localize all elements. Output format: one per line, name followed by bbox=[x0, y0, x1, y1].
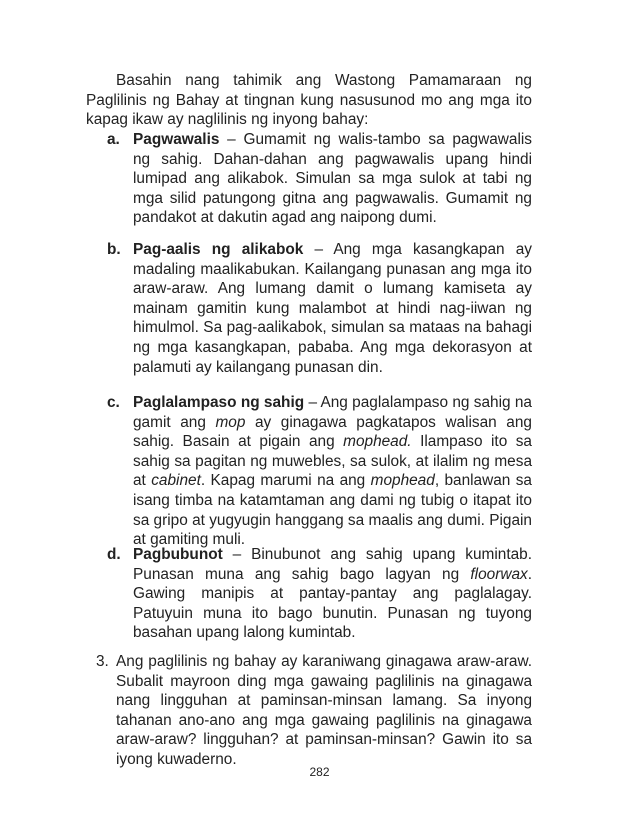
item-italic-term: mophead. bbox=[343, 433, 412, 451]
numbered-item-body: Ang paglilinis ng bahay ay karaniwang ginagawa araw-araw. Subalit mayroon ding mga gawaing paglilinis na ginagawa nang lingguhan at paminsan-minsan lamang. Sa inyong tahanan ano-ano ang mga gawaing paglilinis na ginagawa araw-araw? lingguhan? at paminsan-minsan? Gawin ito sa iyong kuwaderno. bbox=[116, 653, 532, 768]
list-item-b bbox=[107, 240, 532, 377]
item-text: Ilampaso ito sa sahig sa pagitan ng muwebles, sa sulok, at ilalim ng mesa at bbox=[133, 433, 532, 490]
item-title: Pagwawalis bbox=[133, 131, 220, 148]
list-item-body bbox=[133, 545, 532, 643]
page-number: 282 bbox=[309, 765, 330, 779]
item-text: , banlawan sa isang timba na katamtaman ang dami ng tubig o itapat ito sa gripo at yugyugin hanggang sa maalis ang dumi. Pigain at gamiting muli. bbox=[133, 472, 532, 549]
item-text: . Kapag marumi na ang bbox=[200, 472, 371, 490]
item-text: – Binubunot ang sahig upang kumintab. Punasan muna ang sahig bago lagyan ng bbox=[133, 546, 532, 583]
numbered-marker: 3. bbox=[96, 653, 109, 670]
list-item-a bbox=[107, 130, 532, 228]
item-title: Paglalampaso ng sahig bbox=[133, 394, 305, 411]
item-text: – Ang mga kasangkapan ay madaling maalikabukan. Kailangang punasan ang mga ito araw-araw. Ang lumang damit o lumang kamiseta ay mainam gamitin kung malambot at hindi nag-iiwan ng himulmol. Sa pag-aalikabok, simulan sa mataas na bahagi ng mga kasangkapan, pababa. Ang mga dekorasyon at palamuti ay kailangang punasan din. bbox=[133, 241, 532, 376]
list-item-c bbox=[107, 393, 532, 550]
intro-paragraph: Basahin nang tahimik ang Wastong Pamamaraan ng Paglilinis ng Bahay at tingnan kung nasusunod mo ang mga ito kapag ikaw ay naglilinis ng inyong bahay: bbox=[86, 72, 532, 129]
item-text: – Ang paglalampaso ng sahig na gamit ang bbox=[133, 394, 532, 431]
item-title: Pag-aalis ng alikabok bbox=[133, 241, 304, 258]
item-text: – Gumamit ng walis-tambo sa pagwawalis ng sahig. Dahan-dahan ang pagwawalis upang hindi lumipad ang alikabok. Simulan sa mga sulok at tabi ng mga silid patungong gitna ang pagwawalis. Gumamit ng pandakot at dakutin agad ang naipong dumi. bbox=[133, 131, 532, 227]
numbered-item-3 bbox=[96, 652, 532, 770]
list-marker: a. bbox=[107, 131, 120, 148]
item-italic-term: floorwax bbox=[470, 565, 528, 583]
list-item-d bbox=[107, 545, 532, 643]
list-marker: c. bbox=[107, 394, 120, 411]
item-italic-term: cabinet bbox=[151, 472, 201, 490]
list-item-body bbox=[133, 240, 532, 377]
list-marker: d. bbox=[107, 546, 121, 563]
item-title: Pagbubunot bbox=[133, 546, 223, 563]
item-text: . Gawing manipis at pantay-pantay ang paglalagay. Patuyuin muna ito bago bunutin. Punasan ng tuyong basahan upang lalong kumintab. bbox=[133, 565, 532, 642]
list-item-body bbox=[133, 393, 532, 550]
list-marker: b. bbox=[107, 241, 121, 258]
item-italic-term: mop bbox=[215, 413, 246, 431]
item-italic-term: mophead bbox=[370, 472, 435, 490]
list-item-body bbox=[133, 130, 532, 228]
item-text: ay ginagawa pagkatapos walisan ang sahig. Basain at pigain ang bbox=[133, 413, 532, 451]
